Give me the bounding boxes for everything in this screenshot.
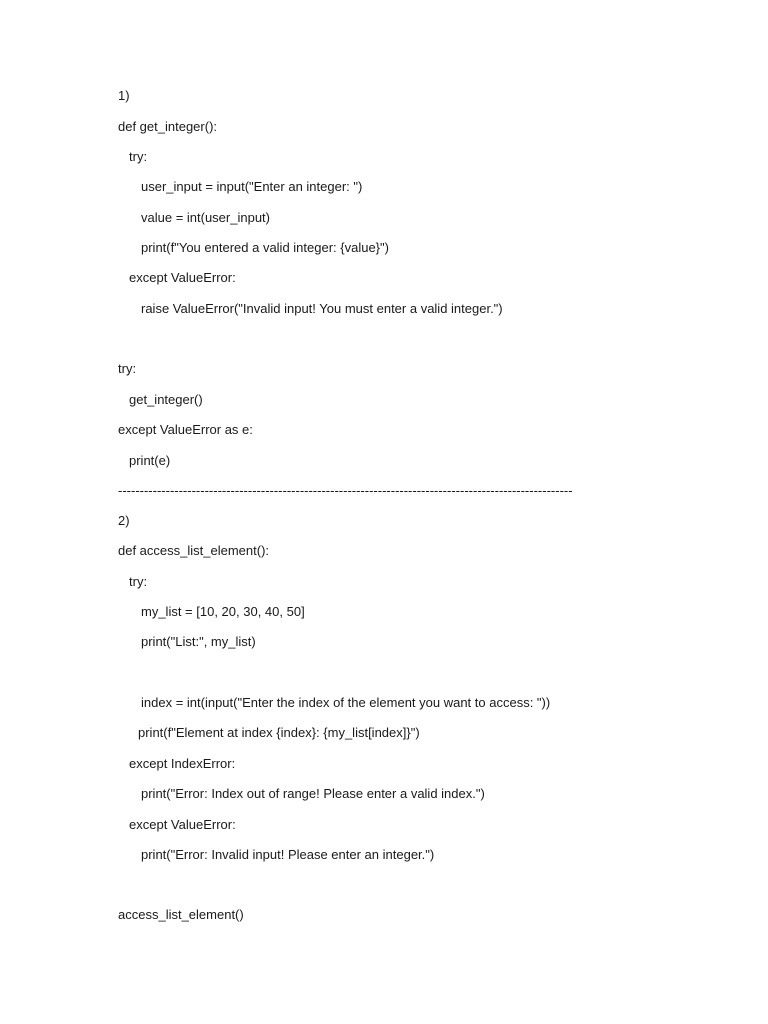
code-line: print("Error: Index out of range! Please enter a valid index.") [141, 786, 485, 801]
code-line: print(f"You entered a valid integer: {value}") [141, 240, 389, 255]
code-line: access_list_element() [118, 907, 244, 922]
code-line: except ValueError: [129, 270, 236, 285]
code-line: print("List:", my_list) [141, 634, 256, 649]
code-line: index = int(input("Enter the index of the element you want to access: ")) [141, 695, 551, 710]
section-number: 1) [118, 88, 130, 103]
code-line: except IndexError: [129, 756, 236, 771]
code-line: try: [129, 149, 148, 164]
code-line: def get_integer(): [118, 119, 218, 134]
code-line: get_integer() [129, 392, 203, 407]
code-line: print("Error: Invalid input! Please enter an integer.") [141, 847, 435, 862]
code-line: try: [118, 361, 137, 376]
code-line: print(e) [129, 453, 171, 468]
code-line: except ValueError: [129, 817, 236, 832]
section-number: 2) [118, 513, 130, 528]
code-line: def access_list_element(): [118, 543, 270, 558]
code-line: my_list = [10, 20, 30, 40, 50] [141, 604, 305, 619]
code-line: user_input = input("Enter an integer: ") [141, 179, 363, 194]
code-line: raise ValueError("Invalid input! You must enter a valid integer.") [141, 301, 503, 316]
code-line: value = int(user_input) [141, 210, 270, 225]
code-line: except ValueError as e: [118, 422, 253, 437]
code-line: try: [129, 574, 148, 589]
code-line: print(f"Element at index {index}: {my_list[index]}") [138, 725, 420, 740]
separator-line: --------------------------------------------------------------------------------------------------------- [118, 483, 573, 498]
